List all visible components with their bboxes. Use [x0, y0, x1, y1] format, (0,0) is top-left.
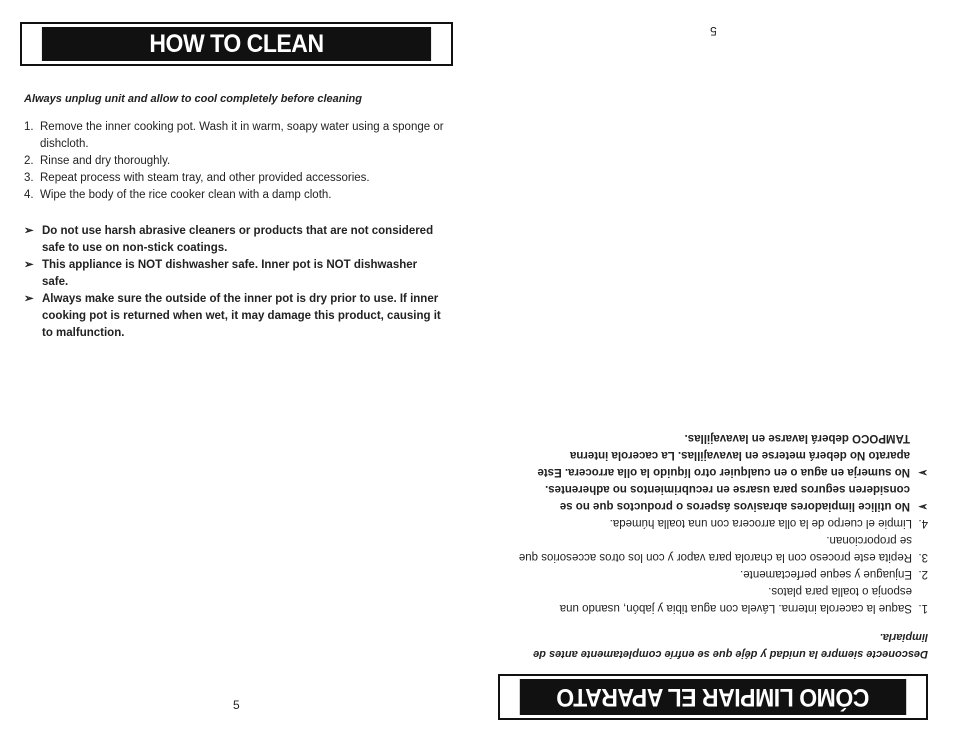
- step-text: Enjuague y seque perfectamente.: [740, 568, 912, 580]
- arrow-bullet-icon: ➢: [918, 500, 928, 512]
- caution-item: [518, 429, 928, 480]
- step-text: Saque la cacerola interna. Lávela con agua tibia y jabón, usando una esponja o toalla para platos.: [559, 585, 912, 614]
- arrow-bullet-icon: ➢: [24, 293, 34, 305]
- step-text: Rinse and dry thoroughly.: [40, 155, 171, 167]
- caution-item: [518, 480, 928, 514]
- caution-list-es: [518, 429, 928, 514]
- arrow-bullet-icon: ➢: [918, 466, 928, 478]
- caution-item: [24, 257, 444, 291]
- step-text: Remove the inner cooking pot. Wash it in warm, soapy water using a sponge or dishcloth.: [40, 121, 444, 150]
- caution-item: [24, 223, 444, 257]
- cleaning-steps-es: [518, 514, 928, 616]
- caution-text: This appliance is NOT dishwasher safe. Inner pot is NOT dishwasher safe.: [42, 259, 418, 288]
- list-item: [518, 565, 928, 582]
- caution-text: Do not use harsh abrasive cleaners or products that are not considered safe to use on non-stick coatings.: [42, 225, 434, 254]
- arrow-bullet-icon: ➢: [24, 225, 34, 237]
- list-item: [518, 582, 928, 616]
- step-number: 3.: [918, 551, 928, 563]
- page-number-right: 5: [710, 24, 717, 38]
- list-item: [24, 119, 444, 153]
- page-title-es: CÓMO LIMPIAR EL APARATO: [520, 679, 906, 715]
- page-title: HOW TO CLEAN: [42, 27, 431, 61]
- cleaning-intro-es: Desconecte siempre la unidad y déje que se enfríe completamente antes de limpiarla.: [533, 631, 928, 660]
- cleaning-intro: Always unplug unit and allow to cool completely before cleaning: [24, 93, 362, 105]
- arrow-bullet-icon: ➢: [24, 259, 34, 271]
- title-banner: [20, 22, 453, 66]
- step-number: 1.: [24, 121, 34, 133]
- step-number: 4.: [24, 189, 34, 201]
- cleaning-steps: [24, 119, 444, 204]
- caution-item: [24, 291, 444, 342]
- list-item: [24, 153, 444, 170]
- caution-text: Always make sure the outside of the inner pot is dry prior to use. If inner cooking pot is returned when wet, it may damage this product, causing it to malfunction.: [42, 293, 441, 339]
- page-number-left: 5: [233, 698, 240, 712]
- list-item: [24, 170, 444, 187]
- step-text: Limpie el cuerpo de la olla arrocera con una toalla húmeda.: [609, 517, 912, 529]
- step-text: Repeat process with steam tray, and other provided accessories.: [40, 172, 370, 184]
- step-number: 2.: [24, 155, 34, 167]
- step-number: 4.: [918, 517, 928, 529]
- step-number: 3.: [24, 172, 34, 184]
- caution-text: No sumerja en agua o en cualquier otro líquido la olla arrocera. Este aparato No deberá meterse en lavavajillas. La cacerola interna TAMPOCO deberá lavarse en lavavajillas.: [537, 432, 910, 478]
- step-text: Wipe the body of the rice cooker clean with a damp cloth.: [40, 189, 332, 201]
- step-number: 2.: [918, 568, 928, 580]
- caution-text: No utilice limpiadores abrasivos ásperos o productos que no se consideren seguros para usarse en recubrimientos no adherentes.: [545, 483, 910, 512]
- list-item: [518, 514, 928, 531]
- title-banner-es: [498, 674, 928, 720]
- list-item: [518, 531, 928, 565]
- step-number: 1.: [918, 602, 928, 614]
- step-text: Repita este proceso con la charola para vapor y con los otros accesorios que se proporcionan.: [518, 534, 912, 563]
- caution-list: [24, 223, 444, 342]
- list-item: [24, 187, 444, 204]
- spanish-page: [498, 380, 928, 720]
